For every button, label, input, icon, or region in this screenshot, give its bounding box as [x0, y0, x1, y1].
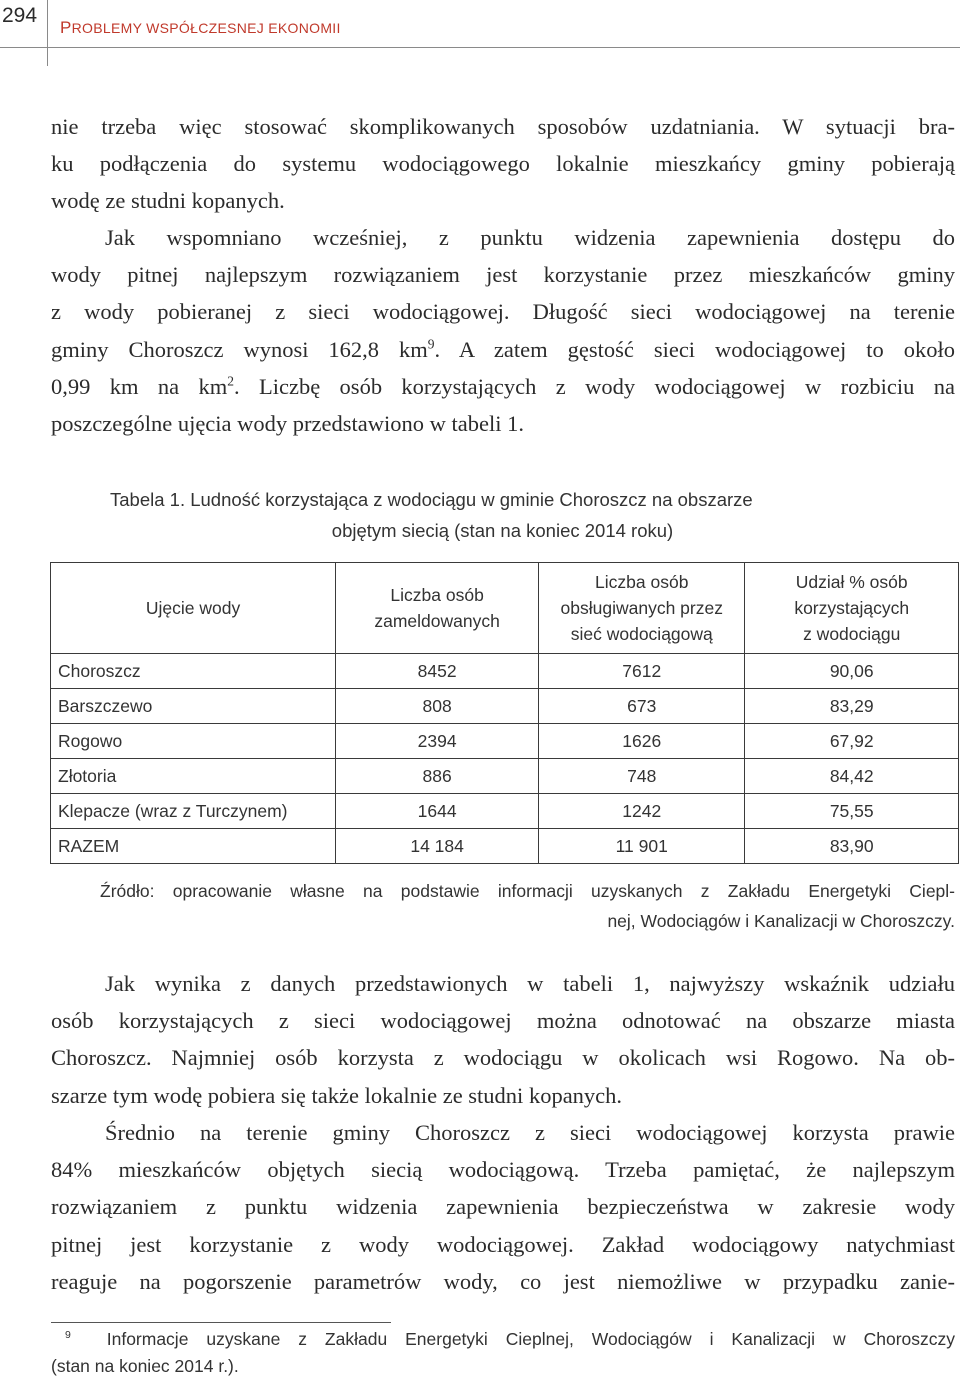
cell-served: 7612 [539, 654, 745, 689]
cell-share: 83,29 [745, 689, 959, 724]
paragraph-1 [51, 108, 955, 220]
paragraph-line: szarze tym wodę pobiera się także lokalnie ze studni kopanych. [51, 1082, 623, 1108]
table-row [51, 794, 959, 829]
data-table [50, 562, 959, 864]
paragraph-line: poszczególne ujęcia wody przedstawiono w tabeli 1. [51, 411, 524, 437]
page-number: 294 [2, 4, 38, 27]
cell-share: 75,55 [745, 794, 959, 829]
header-water-intake: Ujęcie wody [51, 563, 336, 654]
paragraph-line: Jak wynika z danych przedstawionych w tabeli 1, najwyższy wskaźnik udziału [105, 971, 955, 996]
footnote [51, 1326, 955, 1380]
header-text: zameldowanych [374, 611, 500, 631]
paragraph-4 [51, 1114, 955, 1300]
header-served [539, 563, 745, 654]
journal-title [60, 18, 341, 38]
paragraph-line [51, 368, 955, 405]
cell-registered: 1644 [336, 794, 539, 829]
table-row [51, 654, 959, 689]
cell-name: Barszczewo [51, 689, 336, 724]
header-rule [0, 47, 960, 48]
table-source [100, 876, 955, 936]
header-share [745, 563, 959, 654]
paragraph-line: Jak wspomniano wcześniej, z punktu widzenia zapewnienia dostępu do [105, 225, 955, 250]
footnote-text: Informacje uzyskane z Zakładu Energetyki Cieplnej, Wodociągów i Kanalizacji w Choroszczy [106, 1329, 956, 1349]
cell-served: 11 901 [539, 829, 745, 864]
paragraph-line: ku podłączenia do systemu wodociągowego lokalnie mieszkańcy gminy pobierają [51, 151, 955, 177]
paragraph-line: wody pitnej najlepszym rozwiązaniem jest korzystanie przez mieszkańców gminy [51, 262, 955, 288]
header-text: obsługiwanych przez [560, 598, 723, 618]
cell-served: 1626 [539, 724, 745, 759]
paragraph-line [51, 331, 955, 368]
cell-name: Choroszcz [51, 654, 336, 689]
cell-share: 67,92 [745, 724, 959, 759]
table-row [51, 759, 959, 794]
cell-served: 1242 [539, 794, 745, 829]
table-caption [50, 484, 955, 546]
cell-registered: 14 184 [336, 829, 539, 864]
cell-name: Klepacze (wraz z Turczynem) [51, 794, 336, 829]
paragraph-line: rozwiązaniem z punktu widzenia zapewnienia bezpieczeństwa w zakresie wody [51, 1194, 955, 1220]
superscript: 2 [227, 373, 234, 389]
footnote-rule [51, 1322, 391, 1323]
cell-share: 90,06 [745, 654, 959, 689]
paragraph-line: z wody pobieranej z sieci wodociągowej. Długość sieci wodociągowej na terenie [51, 299, 955, 325]
header-divider [47, 0, 48, 66]
footnote-reference[interactable]: 9 [427, 336, 435, 352]
source-line-2: nej, Wodociągów i Kanalizacji w Choroszczy. [607, 911, 955, 931]
header-registered [336, 563, 539, 654]
table-row [51, 724, 959, 759]
cell-served: 748 [539, 759, 745, 794]
cell-registered: 808 [336, 689, 539, 724]
cell-share: 84,42 [745, 759, 959, 794]
journal-title-rest: ROBLEMY WSPÓŁCZESNEJ EKONOMII [71, 20, 341, 36]
paragraph-line: 84% mieszkańców objętych siecią wodociągową. Trzeba pamiętać, że najlepszym [51, 1157, 955, 1183]
source-line-1: Źródło: opracowanie własne na podstawie informacji uzyskanych z Zakładu Energetyki Ciepl- [100, 881, 955, 901]
text-fragment: . A zatem gęstość sieci wodociągowej to około [434, 336, 955, 362]
paragraph-line: osób korzystających z sieci wodociągowej można odnotować na obszarze miasta [51, 1008, 955, 1034]
cell-registered: 8452 [336, 654, 539, 689]
paragraph-line: wodę ze studni kopanych. [51, 188, 285, 214]
paragraph-line: Średnio na terenie gminy Choroszcz z sieci wodociągowej korzysta prawie [105, 1120, 955, 1145]
paragraph-line: pitnej jest korzystanie z wody wodociągowej. Zakład wodociągowy natychmiast [51, 1231, 955, 1257]
cell-registered: 2394 [336, 724, 539, 759]
cell-share: 83,90 [745, 829, 959, 864]
text-fragment: gminy Choroszcz wynosi 162,8 km [51, 336, 428, 362]
cell-served: 673 [539, 689, 745, 724]
text-fragment: 0,99 km na km [51, 373, 228, 399]
footnote-mark: 9 [65, 1329, 71, 1342]
table-caption-line-2: objętym siecią (stan na koniec 2014 roku) [331, 520, 674, 541]
table-total-row [51, 829, 959, 864]
header-text: z wodociągu [803, 624, 901, 644]
paragraph-2 [51, 219, 955, 442]
header-text: sieć wodociągową [570, 624, 713, 644]
table-caption-line-1: Tabela 1. Ludność korzystająca z wodociągu w gminie Choroszcz na obszarze [110, 489, 753, 510]
paragraph-line: nie trzeba więc stosować skomplikowanych sposobów uzdatniania. W sytuacji bra- [51, 114, 955, 139]
paragraph-line: reaguje na pogorszenie parametrów wody, co jest niemożliwe w przypadku zanie- [51, 1268, 955, 1294]
header-text: Udział % osób [795, 572, 908, 592]
journal-title-initial: P [60, 18, 72, 37]
cell-name: Rogowo [51, 724, 336, 759]
cell-name: Złotoria [51, 759, 336, 794]
cell-name: RAZEM [51, 829, 336, 864]
header-text: Liczba osób [390, 585, 484, 605]
table-header-row [51, 563, 959, 654]
cell-registered: 886 [336, 759, 539, 794]
paragraph-3 [51, 965, 955, 1114]
table-row [51, 689, 959, 724]
footnote-line-2: (stan na koniec 2014 r.). [51, 1356, 239, 1376]
paragraph-line: Choroszcz. Najmniej osób korzysta z wodociągu w okolicach wsi Rogowo. Na ob- [51, 1045, 955, 1071]
header-text: korzystających [794, 598, 910, 618]
footnote-line-1 [51, 1326, 955, 1353]
text-fragment: . Liczbę osób korzystających z wody wodociągowej w rozbiciu na [233, 373, 955, 399]
header-text: Liczba osób [595, 572, 689, 592]
